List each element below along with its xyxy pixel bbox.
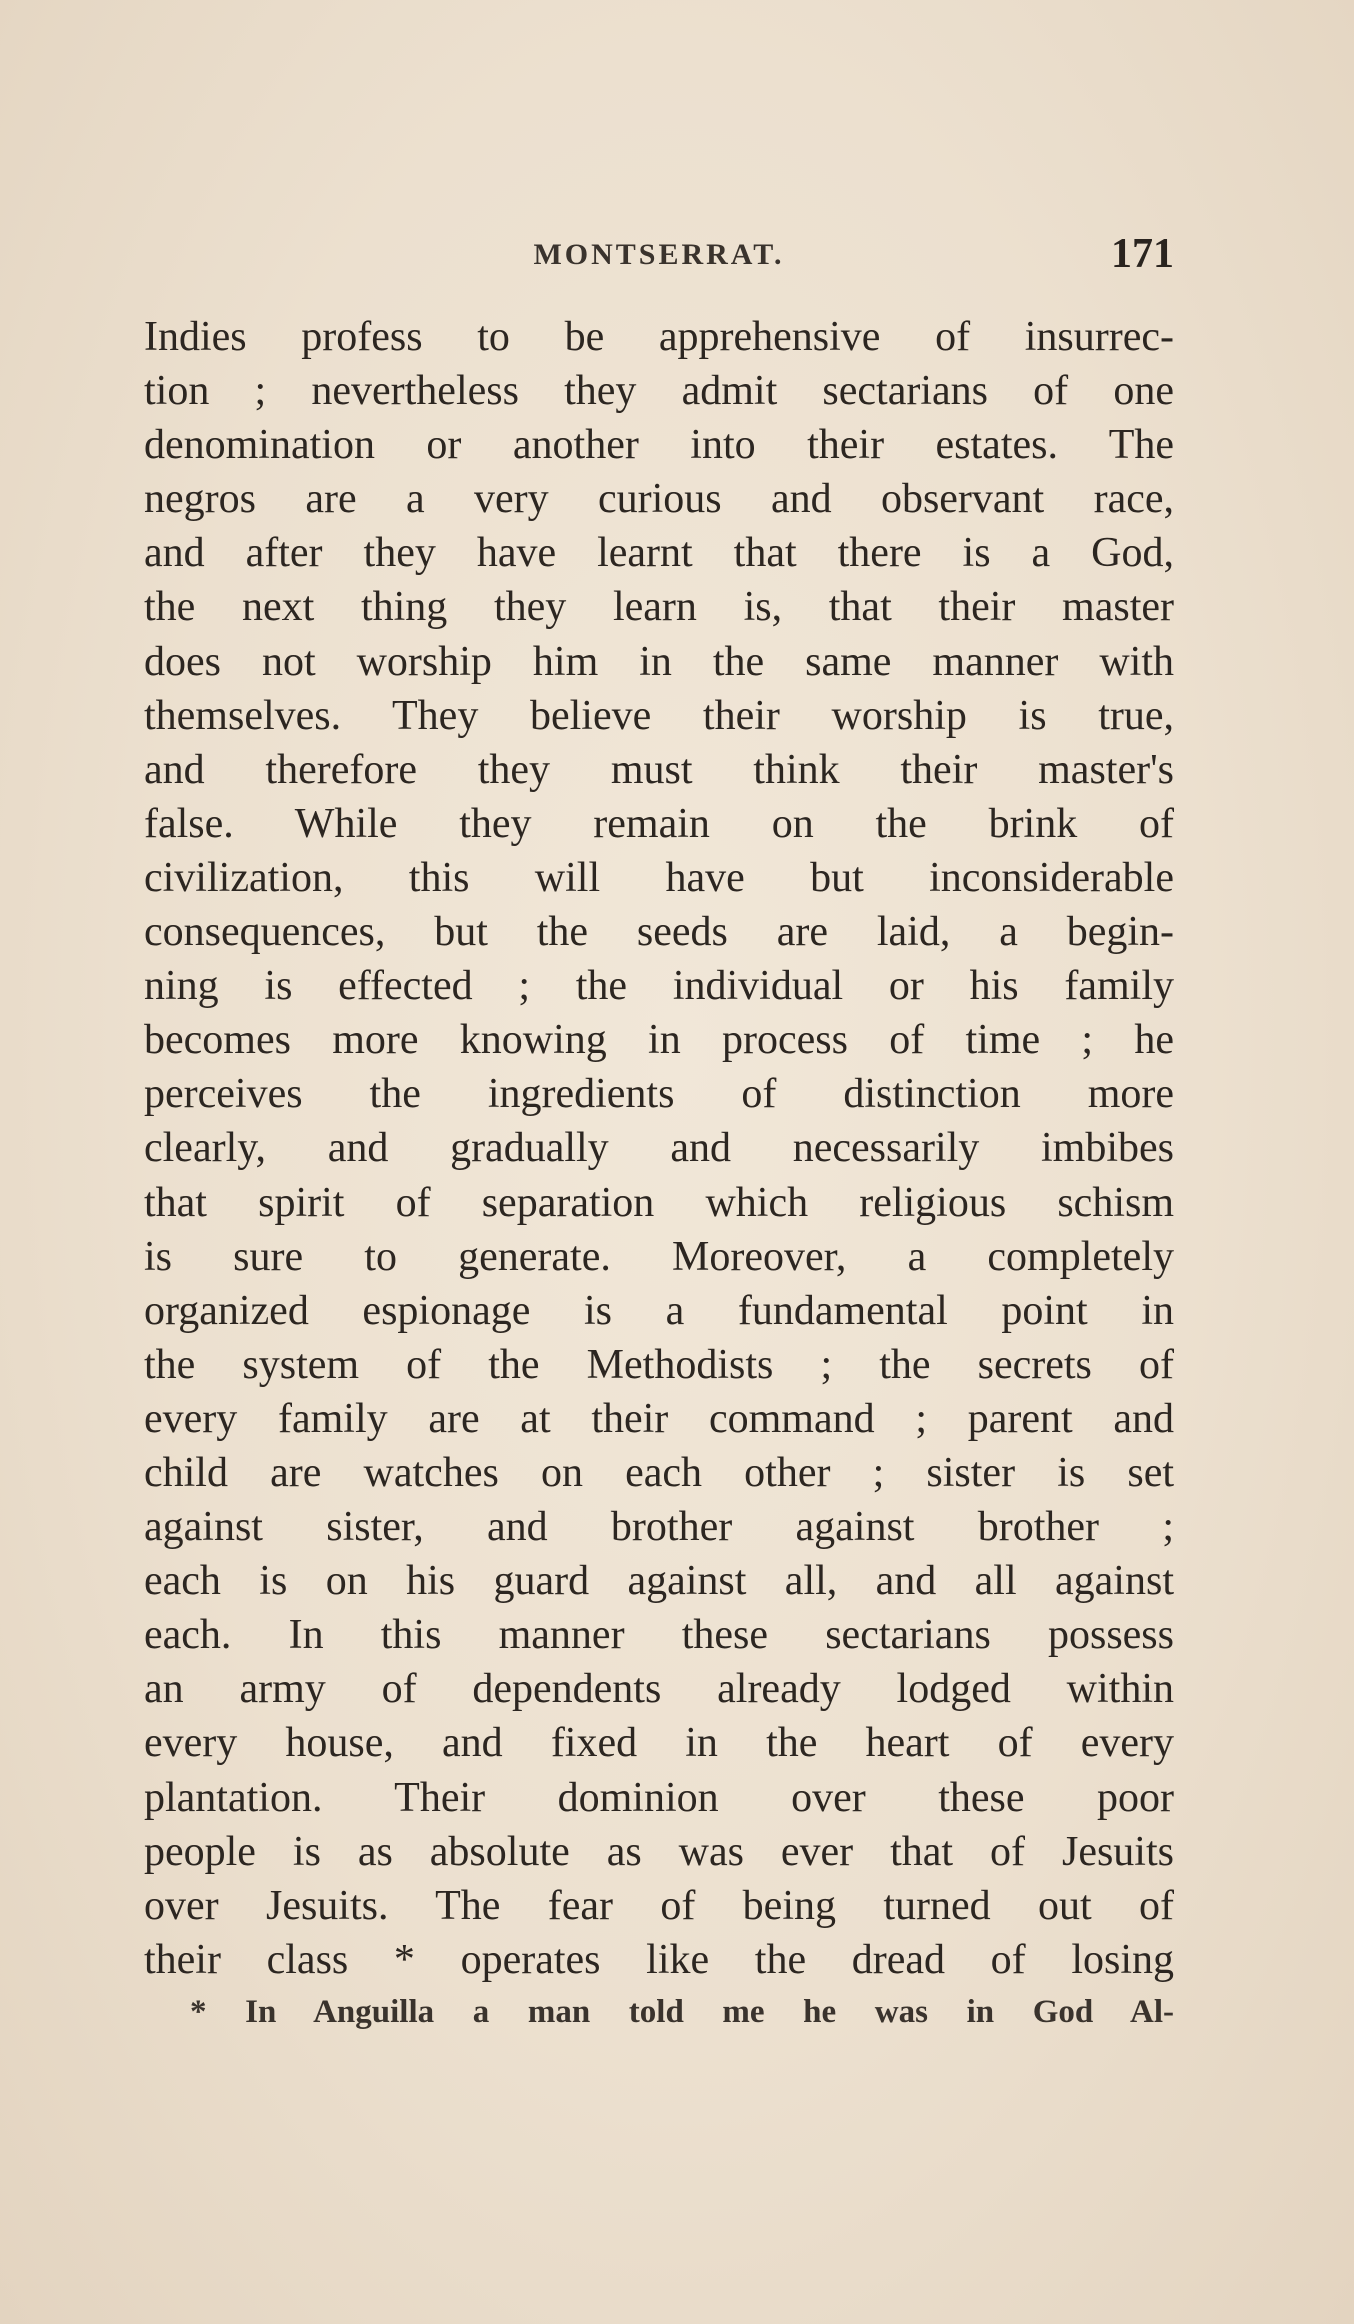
text-line: their class * operates like the dread of losing	[144, 1936, 1174, 1983]
text-line: clearly, and gradually and necessarily imbibes	[144, 1125, 1174, 1172]
text-line: themselves. They believe their worship is true,	[144, 692, 1174, 739]
text-line: an army of dependents already lodged within	[144, 1666, 1174, 1713]
text-line: every family are at their command ; parent and	[144, 1395, 1174, 1442]
text-line: tion ; nevertheless they admit sectarians of one	[144, 368, 1174, 415]
text-line: ning is effected ; the individual or his family	[144, 963, 1174, 1010]
text-line: civilization, this will have but inconsiderable	[144, 854, 1174, 901]
text-line: organized espionage is a fundamental point in	[144, 1287, 1174, 1334]
text-line: does not worship him in the same manner with	[144, 638, 1174, 685]
text-line: child are watches on each other ; sister is set	[144, 1449, 1174, 1496]
text-line: plantation. Their dominion over these poor	[144, 1774, 1174, 1821]
text-line: false. While they remain on the brink of	[144, 800, 1174, 847]
text-line: that spirit of separation which religious schism	[144, 1179, 1174, 1226]
running-title: MONTSERRAT.	[533, 238, 785, 271]
text-line: is sure to generate. Moreover, a completely	[144, 1233, 1174, 1280]
footnote: * In Anguilla a man told me he was in God Al-	[190, 1994, 1174, 2030]
text-line: becomes more knowing in process of time ; he	[144, 1017, 1174, 1064]
text-line: and after they have learnt that there is a God,	[144, 530, 1174, 577]
text-line: the system of the Methodists ; the secrets of	[144, 1341, 1174, 1388]
text-line: consequences, but the seeds are laid, a begin-	[144, 909, 1174, 956]
text-line: over Jesuits. The fear of being turned out of	[144, 1882, 1174, 1929]
text-line: every house, and fixed in the heart of every	[144, 1720, 1174, 1767]
text-line: each is on his guard against all, and all against	[144, 1558, 1174, 1605]
page-header	[144, 228, 1174, 288]
page-number: 171	[1111, 231, 1174, 277]
text-line: the next thing they learn is, that their master	[144, 584, 1174, 631]
text-line: perceives the ingredients of distinction more	[144, 1071, 1174, 1118]
body-text	[144, 310, 1174, 1987]
text-line: Indies profess to be apprehensive of insurrec-	[144, 314, 1174, 360]
text-line: negros are a very curious and observant race,	[144, 476, 1174, 523]
text-line: against sister, and brother against brother ;	[144, 1504, 1174, 1551]
text-line: denomination or another into their estates. The	[144, 422, 1174, 469]
text-line: each. In this manner these sectarians possess	[144, 1612, 1174, 1659]
text-line: people is as absolute as was ever that of Jesuits	[144, 1828, 1174, 1875]
text-line: and therefore they must think their master's	[144, 746, 1174, 793]
